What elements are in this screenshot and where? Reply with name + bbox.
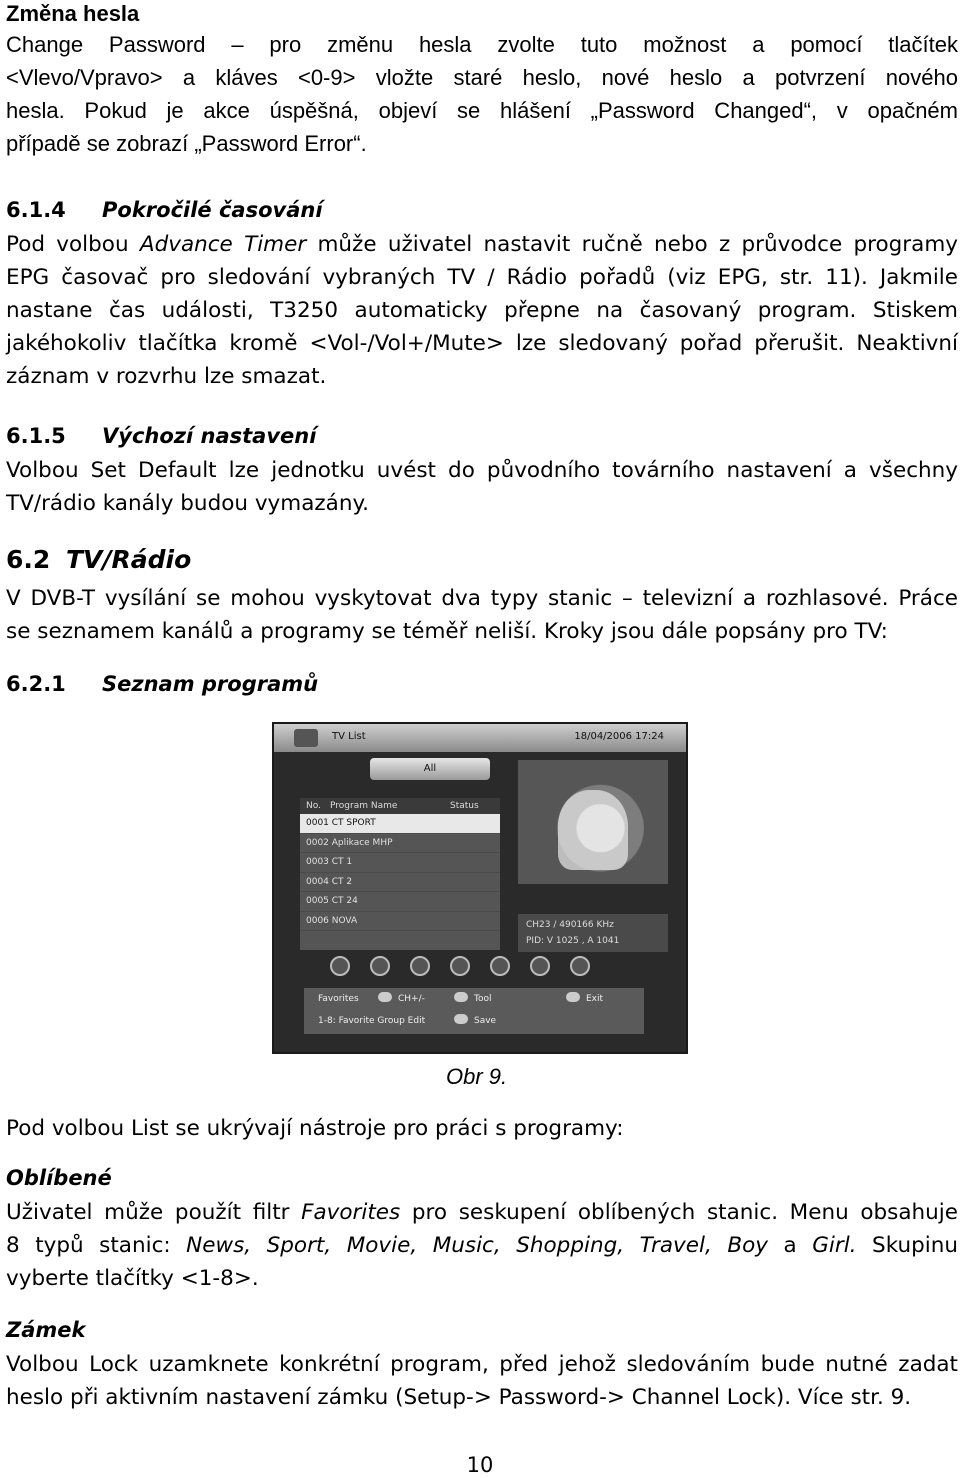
screen-info-line-1: CH23 / 490166 KHz [526,920,614,930]
set-default-line-2: TV/rádio kanály budou vymazány. [6,491,369,516]
delete-icon [490,956,510,976]
screen-list-row: 0001 CT SPORT [300,814,500,834]
program-list-heading [6,670,958,698]
screen-list-header [300,798,500,814]
edit-icon [570,956,590,976]
list-intro-text: Pod volbou List se ukrývají nástroje pro práci s programy: [6,1116,624,1141]
favorites-line-1 [6,1196,958,1229]
skip-icon [410,956,430,976]
set-default-number: 6.1.5 [6,424,66,448]
screen-list-row: 0004 CT 2 [300,873,500,893]
foot-exit: Exit [586,994,604,1004]
video-figure [558,790,628,870]
advance-timer-number: 6.1.4 [6,198,66,222]
favorites-line-3: vyberte tlačítky <1-8>. [6,1266,259,1291]
program-list-section [6,670,958,698]
tv-radio-section [6,544,958,648]
advance-timer-heading [6,196,958,224]
screen-header-bar [274,724,686,752]
lock-title: Zámek [6,1318,86,1342]
save-button-icon [454,1014,468,1024]
lock-line-1: Volbou Lock uzamknete konkrétní program, před jehož sledováním bude nutné zadat [6,1352,958,1377]
change-password-line-4: případě se zobrazí „Password Error“. [6,131,367,156]
screen-channel-list [300,798,500,950]
lock-section [6,1316,958,1414]
screen-list-row: 0003 CT 1 [300,853,500,873]
set-default-title: Výchozí nastavení [102,424,317,448]
screen-title: TV List [332,731,366,742]
set-default-section [6,422,958,520]
change-password-title: Změna hesla [6,1,140,26]
change-password-line-1: Change Password – pro změnu hesla zvolte tuto možnost a pomocí tlačítek [6,32,958,57]
change-password-section [6,0,958,160]
tv-radio-number: 6.2 [6,545,51,574]
screen-channel-info [518,914,668,952]
screen-list-row: 0006 NOVA [300,912,500,932]
favorites-line-1-b: pro seskupení oblíbených stanic. Menu obsahuje [400,1200,958,1225]
screen-col-no: No. [306,801,321,811]
exit-button-icon [566,992,580,1002]
advance-timer-line-5: záznam v rozvrhu lze smazat. [6,364,327,389]
tv-list-screenshot [272,722,688,1054]
screen-info-line-2: PID: V 1025 , A 1041 [526,936,620,946]
favorites-line-2-italic-2: Girl. [812,1233,857,1258]
screen-video-preview [518,760,668,884]
favorites-line-2-italic-1: News, Sport, Movie, Music, Shopping, Travel, Boy [186,1233,768,1258]
screen-list-row: 0002 Aplikace MHP [300,834,500,854]
tv-radio-title: TV/Rádio [66,545,192,574]
advance-timer-line-3: nastane čas události, T3250 automaticky přepne na časovaný program. Stiskem [6,298,958,323]
change-password-line-3: hesla. Pokud je akce úspěšná, objeví se hlášení „Password Changed“, v opačném [6,98,958,123]
favorites-line-1-a: Uživatel může použít filtr [6,1200,302,1225]
advance-timer-title: Pokročilé časování [102,198,323,222]
program-list-title: Seznam programů [102,672,319,696]
favorites-title: Oblíbené [6,1166,112,1190]
tool-button-icon [454,992,468,1002]
foot-favorites: Favorites [318,994,359,1004]
favorites-line-2-a: 8 typů stanic: [6,1233,187,1258]
lock-icon [370,956,390,976]
tv-radio-line-1: V DVB-T vysílání se mohou vyskytovat dva typy stanic – televizní a rozhlasové. Práce [6,586,958,611]
program-list-number: 6.2.1 [6,672,66,696]
set-default-heading [6,422,958,450]
favorites-line-1-italic: Favorites [301,1200,401,1225]
tv-radio-line-2: se seznamem kanálů a programy se téměř neliší. Kroky jsou dále popsány pro TV: [6,619,888,644]
screen-icon-row [324,956,644,978]
advance-timer-section [6,196,958,393]
screen-filter: All [370,758,490,780]
ch-button-icon [378,992,392,1002]
page-number: 10 [466,1453,494,1477]
screen-list-row: 0005 CT 24 [300,892,500,912]
foot-ch: CH+/- [398,994,425,1004]
tv-logo-icon [294,729,318,747]
favorites-line-2 [6,1229,958,1262]
list-intro-section [6,1112,958,1145]
foot-tool: Tool [474,994,492,1004]
foot-fav-group: 1-8: Favorite Group Edit [318,1016,426,1026]
set-default-line-1: Volbou Set Default lze jednotku uvést do původního továrního nastavení a všechny [6,458,958,483]
figure-caption: Obr 9. [446,1064,508,1089]
screen-date: 18/04/2006 17:24 [574,731,664,742]
lock-line-2: heslo při aktivním nastavení zámku (Setup-> Password-> Channel Lock). Více str. 9. [6,1385,912,1410]
rename-icon [530,956,550,976]
screen-footer [304,988,644,1034]
favorite-heart-icon [330,956,350,976]
advance-timer-line-2: EPG časovač pro sledování vybraných TV / Rádio pořadů (viz EPG, str. 11). Jakmile [6,265,958,290]
advance-timer-line-1-a: Pod volbou [6,232,140,257]
screen-col-name: Program Name [330,801,398,811]
favorites-line-2-c: Skupinu [856,1233,958,1258]
move-icon [450,956,470,976]
advance-timer-line-1-b: může uživatel nastavit ručně nebo z průvodce programy [306,232,958,257]
screen-col-status: Status [450,801,479,811]
foot-save: Save [474,1016,497,1026]
tv-radio-heading [6,544,958,576]
favorites-line-2-b: a [767,1233,813,1258]
change-password-line-2: <Vlevo/Vpravo> a kláves <0-9> vložte staré heslo, nové heslo a potvrzení nového [6,65,958,90]
favorites-section [6,1164,958,1295]
advance-timer-line-4: jakéhokoliv tlačítka kromě <Vol-/Vol+/Mute> lze sledovaný pořad přerušit. Neaktivní [6,331,958,356]
advance-timer-line-1-italic: Advance Timer [139,232,307,257]
advance-timer-line-1 [6,228,958,261]
